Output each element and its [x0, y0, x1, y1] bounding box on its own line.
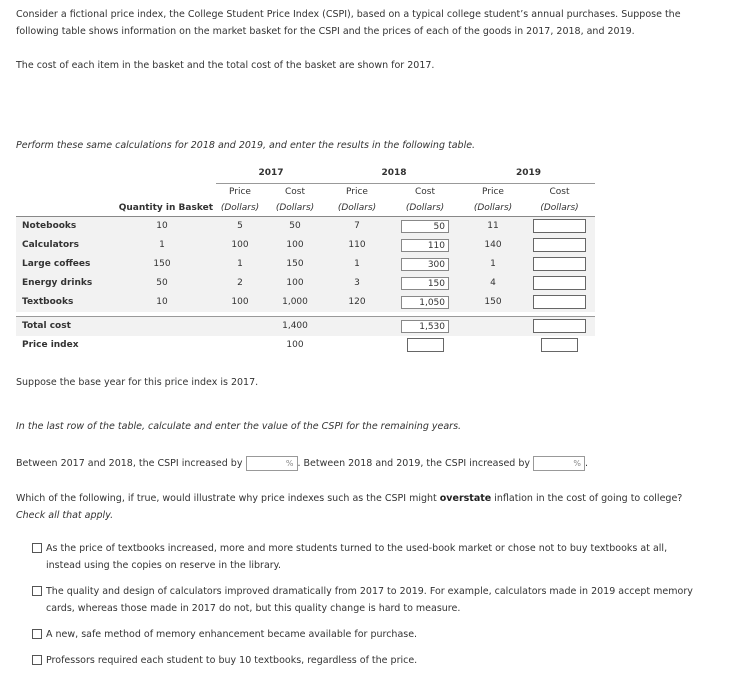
quantity-cell: 50: [108, 274, 216, 293]
intro-paragraph: Consider a fictional price index, the College Student Price Index (CSPI), based on a typical college student’s annual purchases. Suppose the following table shows information on the market basket for the CSPI and the prices of each of the goods in 2017, 2018, and 2019.: [16, 9, 681, 37]
total-cost-row: [16, 316, 595, 336]
option-label: A new, safe method of memory enhancement became available for purchase.: [46, 629, 418, 640]
last-row-instruction: In the last row of the table, calculate and enter the value of the CSPI for the remaining years.: [16, 421, 462, 432]
total-2018-input[interactable]: 1,530: [401, 320, 449, 333]
intro-note: The cost of each item in the basket and the total cost of the basket are shown for 2017.: [16, 60, 435, 71]
cost-header: Cost: [549, 186, 570, 197]
cost-cell: 150: [264, 255, 326, 274]
price-cell: 150: [462, 293, 524, 312]
option-item[interactable]: [46, 583, 694, 617]
item-label: Large coffees: [16, 255, 108, 274]
increase-sentence: [16, 455, 714, 472]
price-cell: 110: [326, 236, 388, 255]
checkbox[interactable]: [32, 629, 42, 639]
price-header: Price: [229, 186, 251, 197]
base-year-note: Suppose the base year for this price index is 2017.: [16, 377, 259, 388]
price-cell: 7: [326, 216, 388, 236]
table-row: [16, 216, 595, 236]
quantity-cell: 1: [108, 236, 216, 255]
index-2019-input[interactable]: [541, 338, 578, 352]
cost-cell: 100: [264, 274, 326, 293]
dollars-unit: (Dollars): [326, 200, 388, 217]
quantity-cell: 10: [108, 293, 216, 312]
price-cell: 2: [216, 274, 264, 293]
dollars-unit: (Dollars): [462, 200, 524, 217]
price-cell: 1: [326, 255, 388, 274]
price-cell: 100: [216, 236, 264, 255]
dollars-unit: (Dollars): [216, 200, 264, 217]
year-2018-header: 2018: [326, 164, 462, 183]
price-cell: 140: [462, 236, 524, 255]
index-2018-input[interactable]: [407, 338, 444, 352]
price-cell: 120: [326, 293, 388, 312]
cost-cell: 50: [264, 216, 326, 236]
price-cell: 3: [326, 274, 388, 293]
price-cell: 4: [462, 274, 524, 293]
item-label: Calculators: [16, 236, 108, 255]
quantity-cell: 150: [108, 255, 216, 274]
dollars-unit: (Dollars): [524, 200, 595, 217]
table-row: [16, 274, 595, 293]
table-row: [16, 236, 595, 255]
increase-2019-input[interactable]: %: [533, 456, 585, 471]
checkbox[interactable]: [32, 543, 42, 553]
option-label: The quality and design of calculators improved dramatically from 2017 to 2019. For example, calculators made in 2019 accept memory cards, whereas those made in 2017 do not, but this quality change is hard to measure.: [46, 586, 693, 614]
option-item[interactable]: [46, 652, 694, 669]
cost-2019-input[interactable]: [533, 219, 586, 233]
item-label: Energy drinks: [16, 274, 108, 293]
cspi-table: [16, 164, 595, 355]
option-label: As the price of textbooks increased, more and more students turned to the used-book market or chose not to buy textbooks at all, instead using the copies on reserve in the library.: [46, 543, 668, 571]
item-label: Notebooks: [16, 216, 108, 236]
index-2017: 100: [286, 340, 304, 350]
cost-2019-input[interactable]: [533, 295, 586, 309]
table-instruction: Perform these same calculations for 2018 and 2019, and enter the results in the following table.: [16, 140, 476, 151]
dollars-unit: (Dollars): [264, 200, 326, 217]
dollars-unit: (Dollars): [388, 200, 462, 217]
cost-cell: 100: [264, 236, 326, 255]
increase-2018-input[interactable]: %: [246, 456, 298, 471]
question-pre: Which of the following, if true, would illustrate why price indexes such as the CSPI might: [16, 493, 437, 504]
item-label: Textbooks: [16, 293, 108, 312]
quantity-header: Quantity in Basket: [108, 200, 216, 217]
price-index-row: [16, 336, 595, 355]
question-bold: overstate: [439, 493, 492, 504]
total-cost-label: Total cost: [16, 316, 108, 336]
total-2019-input[interactable]: [533, 319, 586, 333]
year-2017-header: 2017: [216, 164, 326, 183]
price-header: Price: [346, 186, 368, 197]
increase-text-1: Between 2017 and 2018, the CSPI increased by: [16, 458, 243, 469]
cost-2018-input[interactable]: 300: [401, 258, 449, 271]
price-cell: 5: [216, 216, 264, 236]
checkbox[interactable]: [32, 655, 42, 665]
option-item[interactable]: [46, 626, 694, 643]
cost-cell: 1,000: [264, 293, 326, 312]
table-row: [16, 293, 595, 312]
checkbox[interactable]: [32, 586, 42, 596]
price-header: Price: [482, 186, 504, 197]
cost-2019-input[interactable]: [533, 238, 586, 252]
cost-2018-input[interactable]: 150: [401, 277, 449, 290]
price-cell: 100: [216, 293, 264, 312]
price-index-label: Price index: [22, 340, 79, 350]
cost-2018-input[interactable]: 110: [401, 239, 449, 252]
price-cell: 1: [462, 255, 524, 274]
option-item[interactable]: [46, 540, 694, 574]
question-check-hint: Check all that apply.: [16, 510, 114, 521]
cost-header: Cost: [284, 186, 305, 197]
question-text: [16, 490, 714, 524]
price-cell: 1: [216, 255, 264, 274]
question-post: inflation in the cost of going to college?: [494, 493, 683, 504]
increase-text-3: .: [585, 458, 589, 469]
cost-header: Cost: [414, 186, 435, 197]
table-row: [16, 255, 595, 274]
increase-text-2: . Between 2018 and 2019, the CSPI increased by: [297, 458, 530, 469]
cost-2019-input[interactable]: [533, 257, 586, 271]
option-label: Professors required each student to buy 10 textbooks, regardless of the price.: [46, 655, 418, 666]
total-2017: 1,400: [264, 316, 326, 336]
price-cell: 11: [462, 216, 524, 236]
cost-2018-input[interactable]: 1,050: [401, 296, 449, 309]
cost-2019-input[interactable]: [533, 276, 586, 290]
quantity-cell: 10: [108, 216, 216, 236]
year-2019-header: 2019: [462, 164, 595, 183]
cost-2018-input[interactable]: 50: [401, 220, 449, 233]
